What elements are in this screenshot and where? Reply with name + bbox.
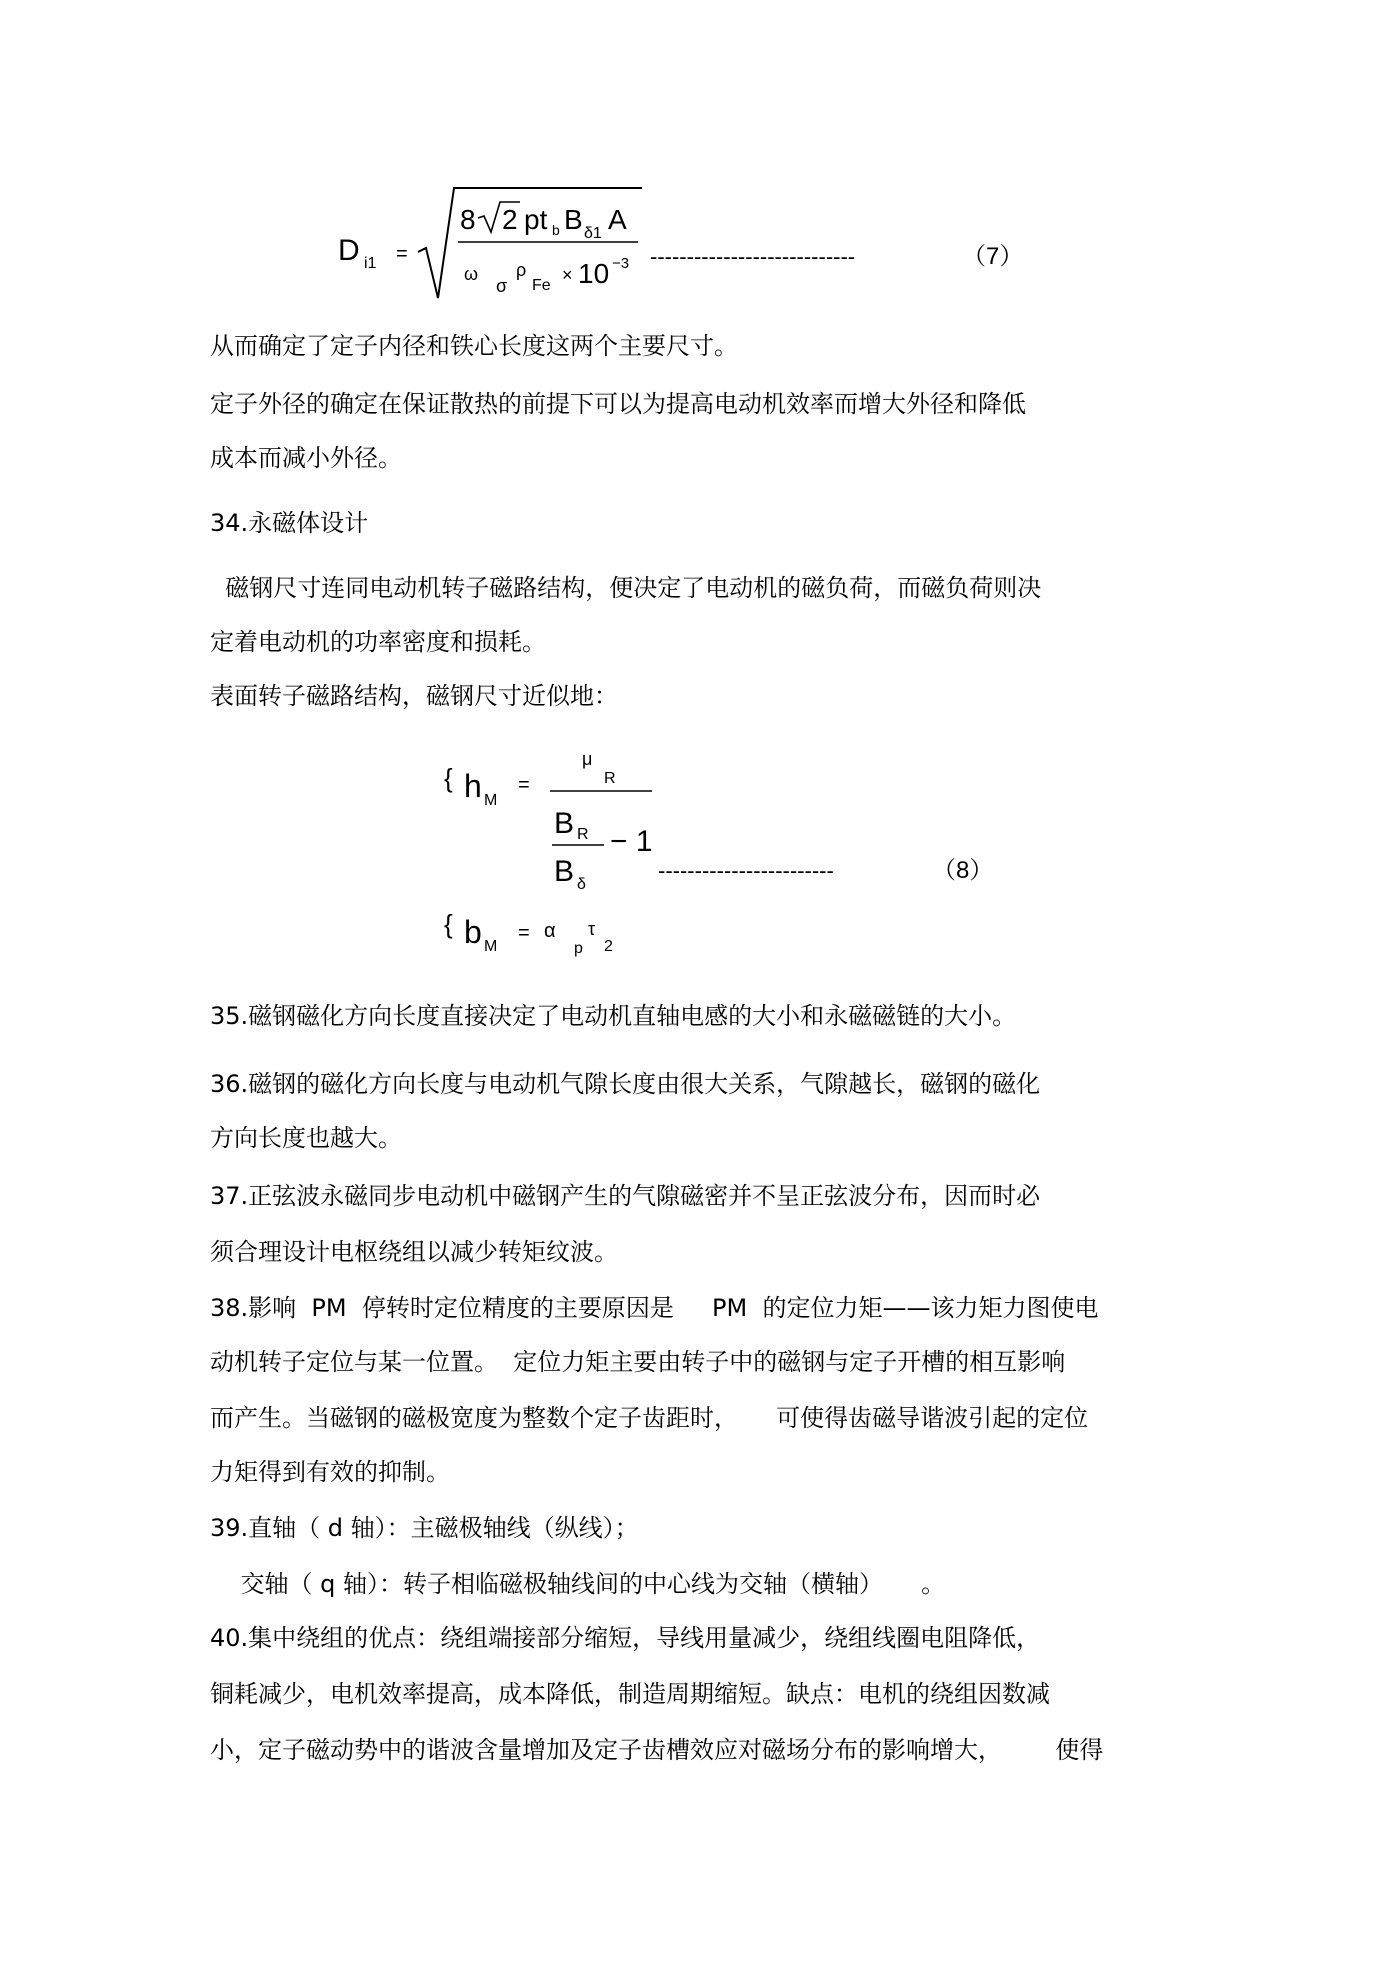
formula-8-alpha: α xyxy=(544,920,556,942)
formula-8-alpha-sub: p xyxy=(574,940,583,957)
paragraph-line: 39.直轴（ d 轴）：主磁极轴线（纵线）； xyxy=(210,1514,639,1542)
paragraph-line: 定着电动机的功率密度和损耗。 xyxy=(210,628,546,656)
formula-7-num-c-sub: b xyxy=(552,222,560,238)
formula-8-minus-one: − 1 xyxy=(610,825,653,858)
formula-8-bd-sub: δ xyxy=(577,876,586,893)
paragraph-line: 小，定子磁动势中的谐波含量增加及定子齿槽效应对磁场分布的影响增大， 使得 xyxy=(210,1736,1104,1764)
formula-7-num-d: B xyxy=(564,204,583,235)
formula-7-num-b: 2 xyxy=(502,204,518,235)
paragraph-line: 磁钢尺寸连同电动机转子磁路结构，便决定了电动机的磁负荷，而磁负荷则决 xyxy=(210,574,1042,602)
paragraph-line: 36.磁钢的磁化方向长度与电动机气隙长度由很大关系，气隙越长，磁钢的磁化 xyxy=(210,1070,1041,1098)
formula-8 xyxy=(440,745,1040,969)
paragraph-line: 动机转子定位与某一位置。 定位力矩主要由转子中的磁钢与定子开槽的相互影响 xyxy=(210,1348,1066,1376)
formula-7-den-times: × xyxy=(562,265,573,285)
formula-7-num-e: A xyxy=(608,204,627,235)
formula-7-den-d: 10 xyxy=(578,258,610,289)
paragraph-line: 力矩得到有效的抑制。 xyxy=(210,1458,450,1486)
formula-8-tau-sub: 2 xyxy=(604,938,613,955)
formula-7-den-b: σ xyxy=(496,276,508,296)
formula-8-bd: B xyxy=(554,855,575,888)
formula-7-lhs: D xyxy=(338,234,360,267)
paragraph-line: 定子外径的确定在保证散热的前提下可以为提高电动机效率而增大外径和降低 xyxy=(210,390,1026,418)
formula-7-lhs-sub: i1 xyxy=(364,255,377,272)
formula-8-mu: μ xyxy=(582,749,593,769)
formula-8-br: B xyxy=(554,807,575,840)
formula-8-brace-bottom: { xyxy=(444,909,453,939)
formula-8-eq-bottom: = xyxy=(518,922,530,944)
formula-8-svg xyxy=(440,745,1040,965)
formula-7-den-a: ω xyxy=(464,264,479,284)
paragraph-line: 交轴（ q 轴）：转子相临磁极轴线间的中心线为交轴（横轴） 。 xyxy=(210,1570,946,1598)
formula-7-num-d-sub: δ1 xyxy=(584,225,602,242)
paragraph-line: 须合理设计电枢绕组以减少转矩纹波。 xyxy=(210,1238,618,1266)
paragraph-line: 从而确定了定子内径和铁心长度这两个主要尺寸。 xyxy=(210,332,738,360)
section-heading-34: 34.永磁体设计 xyxy=(210,509,369,537)
formula-7-den-c: ρ xyxy=(516,260,527,280)
formula-7-dashes: ---------------------------- xyxy=(650,244,856,269)
formula-8-brace-top: { xyxy=(444,763,453,793)
formula-8-mu-sub: R xyxy=(604,770,616,787)
paragraph-line: 铜耗减少，电机效率提高，成本降低，制造周期缩短。缺点：电机的绕组因数减 xyxy=(210,1680,1050,1708)
paragraph-line: 35.磁钢磁化方向长度直接决定了电动机直轴电感的大小和永磁磁链的大小。 xyxy=(210,1002,1017,1030)
paragraph-line: 40.集中绕组的优点：绕组端接部分缩短，导线用量减少，绕组线圈电阻降低， xyxy=(210,1624,1041,1652)
formula-7-den-d-sup: −3 xyxy=(612,255,630,272)
paragraph-line: 方向长度也越大。 xyxy=(210,1124,402,1152)
paragraph-line: 成本而减小外径。 xyxy=(210,444,402,472)
paragraph-line: 38.影响 PM 停转时定位精度的主要原因是 PM 的定位力矩——该力矩力图使电 xyxy=(210,1294,1099,1322)
formula-7-eq: = xyxy=(396,243,408,265)
formula-8-tau: τ xyxy=(588,919,596,939)
formula-8-b: b xyxy=(464,914,482,950)
formula-7-num-c: pt xyxy=(524,204,548,235)
paragraph-line: 表面转子磁路结构，磁钢尺寸近似地： xyxy=(210,682,618,710)
formula-8-number: （8） xyxy=(932,857,994,884)
formula-7 xyxy=(320,180,1040,314)
formula-7-den-c-sub: Fe xyxy=(532,277,551,294)
formula-8-br-sub: R xyxy=(577,826,589,843)
paragraph-line: 37.正弦波永磁同步电动机中磁钢产生的气隙磁密并不呈正弦波分布，因而时必 xyxy=(210,1182,1041,1210)
formula-7-num-a: 8 xyxy=(460,204,476,235)
formula-7-svg xyxy=(320,180,1040,310)
formula-8-eq-top: = xyxy=(518,774,530,796)
formula-8-h: h xyxy=(464,768,482,804)
formula-7-number: （7） xyxy=(962,243,1024,270)
paragraph-line: 而产生。当磁钢的磁极宽度为整数个定子齿距时， 可使得齿磁导谐波引起的定位 xyxy=(210,1404,1089,1432)
formula-8-h-sub: M xyxy=(484,792,498,809)
formula-8-dashes: ------------------------ xyxy=(658,858,834,883)
formula-8-b-sub: M xyxy=(484,938,498,955)
